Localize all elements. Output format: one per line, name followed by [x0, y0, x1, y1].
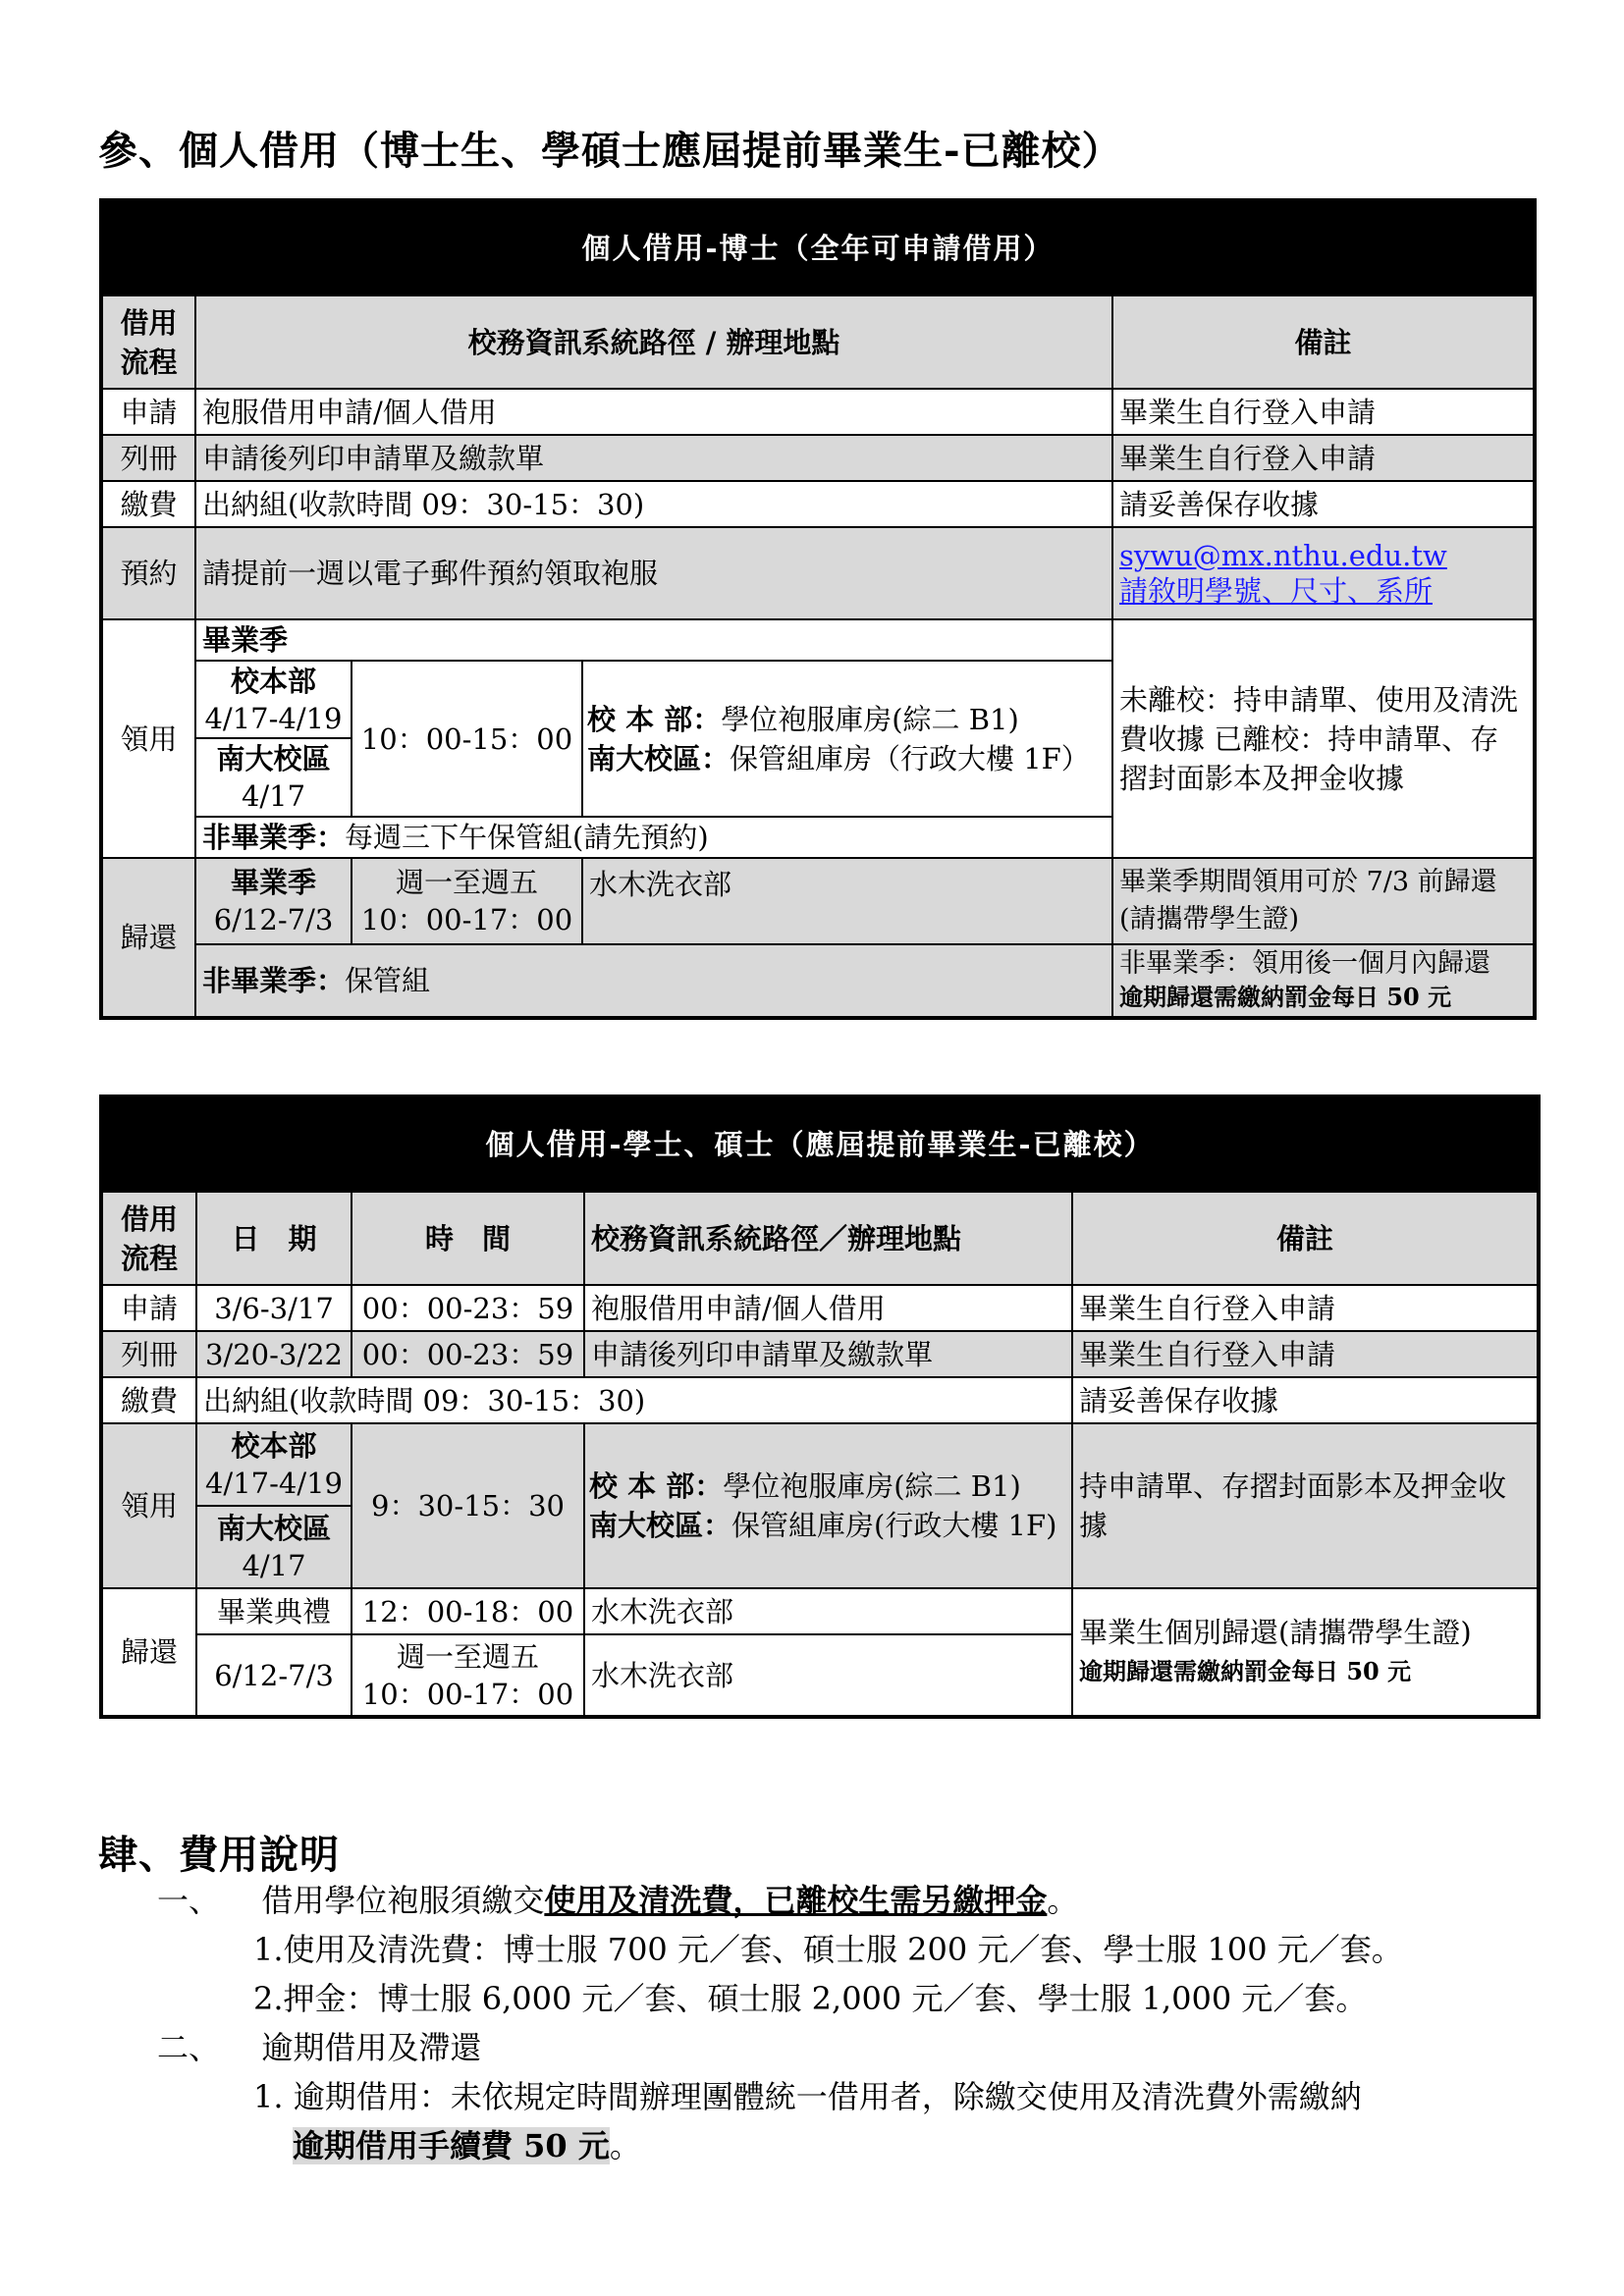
bm-return-ceremony: 畢業典禮 — [196, 1588, 352, 1634]
step-print: 列冊 — [101, 435, 195, 481]
reserve-note — [1112, 527, 1535, 619]
bm-header-date: 日 期 — [196, 1192, 352, 1285]
step-pickup: 領用 — [101, 619, 195, 858]
step-apply: 申請 — [101, 389, 195, 435]
step-return: 歸還 — [101, 858, 195, 1018]
bm-pickup-main-campus: 校本部 4/17-4/19 — [196, 1423, 352, 1506]
bm-header-flow: 借用流程 — [101, 1192, 196, 1285]
return-season: 畢業季 6/12-7/3 — [195, 858, 352, 944]
bm-pickup-south-campus: 南大校區 4/17 — [196, 1506, 352, 1588]
pickup-main-campus: 校本部 4/17-4/19 — [195, 661, 352, 738]
reserve-email-link[interactable]: sywu@mx.nthu.edu.tw — [1119, 539, 1447, 572]
bm-header-time: 時 間 — [352, 1192, 584, 1285]
bm-apply-note: 畢業生自行登入申請 — [1072, 1285, 1539, 1331]
phd-borrowing-table — [99, 198, 1537, 1020]
return-time: 週一至週五 10：00-17：00 — [352, 858, 582, 944]
fee-item-1-deposit: 2.押金：博士服 6,000 元／套、碩士服 2,000 元／套、學士服 1,000 元／套。 — [253, 1980, 1368, 2017]
fee-item-1-usage: 1.使用及清洗費：博士服 700 元／套、碩士服 200 元／套、學士服 100 元／套。 — [253, 1931, 1403, 1968]
pickup-locations: 校 本 部：學位袍服庫房(綜二 B1) 南大校區：保管組庫房（行政大樓 1F） — [582, 661, 1112, 817]
bm-apply-time: 00：00-23：59 — [352, 1285, 584, 1331]
return-off-season: 非畢業季：保管組 — [195, 944, 1112, 1018]
bm-step-pay: 繳費 — [101, 1377, 196, 1423]
fee-item-2-late-fee: 逾期借用手續費 50 元。 — [293, 2127, 641, 2164]
step-reserve: 預約 — [101, 527, 195, 619]
header-note: 備註 — [1112, 295, 1535, 389]
apply-path: 袍服借用申請/個人借用 — [195, 389, 1112, 435]
step-pay: 繳費 — [101, 481, 195, 527]
header-path: 校務資訊系統路徑 / 辦理地點 — [195, 295, 1112, 389]
bm-pickup-note: 持申請單、存摺封面影本及押金收據 — [1072, 1423, 1539, 1588]
fee-item-1: 一、 借用學位袍服須繳交使用及清洗費，已離校生需另繳押金。 — [157, 1882, 1079, 1919]
bm-table-title: 個人借用-學士、碩士（應屆提前畢業生-已離校） — [101, 1096, 1539, 1192]
fee-item-2: 二、 逾期借用及滯還 — [157, 2029, 482, 2066]
bm-pay-note: 請妥善保存收據 — [1072, 1377, 1539, 1423]
bm-print-time: 00：00-23：59 — [352, 1331, 584, 1377]
bm-return-ceremony-time: 12：00-18：00 — [352, 1588, 584, 1634]
section-4-heading: 肆、費用說明 — [98, 1832, 340, 1878]
reserve-path: 請提前一週以電子郵件預約領取袍服 — [195, 527, 1112, 619]
bm-print-note: 畢業生自行登入申請 — [1072, 1331, 1539, 1377]
bm-pickup-time: 9：30-15：30 — [352, 1423, 584, 1588]
return-note-off: 非畢業季：領用後一個月內歸還 逾期歸還需繳納罰金每日 50 元 — [1112, 944, 1535, 1018]
pickup-south-campus: 南大校區 4/17 — [195, 738, 352, 817]
bm-return-ceremony-place: 水木洗衣部 — [584, 1588, 1072, 1634]
bm-header-path: 校務資訊系統路徑／辦理地點 — [584, 1192, 1072, 1285]
pickup-time: 10：00-15：00 — [352, 661, 582, 817]
bm-print-path: 申請後列印申請單及繳款單 — [584, 1331, 1072, 1377]
return-place: 水木洗衣部 — [582, 858, 1112, 944]
reserve-instruction-link[interactable]: 請敘明學號、尺寸、系所 — [1119, 574, 1434, 608]
bm-return-place: 水木洗衣部 — [584, 1634, 1072, 1717]
pay-note: 請妥善保存收據 — [1112, 481, 1535, 527]
bm-pickup-locations: 校 本 部：學位袍服庫房(綜二 B1) 南大校區：保管組庫房(行政大樓 1F) — [584, 1423, 1072, 1588]
print-note: 畢業生自行登入申請 — [1112, 435, 1535, 481]
bm-pay-path: 出納組(收款時間 09：30-15：30) — [196, 1377, 1072, 1423]
phd-table-title: 個人借用-博士（全年可申請借用） — [101, 200, 1535, 295]
section-3-heading: 參、個人借用（博士生、學碩士應屆提前畢業生-已離校） — [98, 128, 1122, 174]
bm-borrowing-table — [99, 1095, 1541, 1719]
pay-path: 出納組(收款時間 09：30-15：30) — [195, 481, 1112, 527]
bm-step-print: 列冊 — [101, 1331, 196, 1377]
bm-apply-date: 3/6-3/17 — [196, 1285, 352, 1331]
pickup-season-label: 畢業季 — [195, 619, 1112, 661]
header-flow: 借用流程 — [101, 295, 195, 389]
pickup-note: 未離校：持申請單、使用及清洗費收據 已離校：持申請單、存摺封面影本及押金收據 — [1112, 619, 1535, 858]
bm-step-pickup: 領用 — [101, 1423, 196, 1588]
bm-return-time: 週一至週五 10：00-17：00 — [352, 1634, 584, 1717]
bm-step-return: 歸還 — [101, 1588, 196, 1717]
print-path: 申請後列印申請單及繳款單 — [195, 435, 1112, 481]
pickup-off-season: 非畢業季：每週三下午保管組(請先預約) — [195, 817, 1112, 858]
apply-note: 畢業生自行登入申請 — [1112, 389, 1535, 435]
bm-header-note: 備註 — [1072, 1192, 1539, 1285]
return-note-season: 畢業季期間領用可於 7/3 前歸還(請攜帶學生證) — [1112, 858, 1535, 944]
bm-apply-path: 袍服借用申請/個人借用 — [584, 1285, 1072, 1331]
bm-return-note: 畢業生個別歸還(請攜帶學生證) 逾期歸還需繳納罰金每日 50 元 — [1072, 1588, 1539, 1717]
bm-step-apply: 申請 — [101, 1285, 196, 1331]
bm-print-date: 3/20-3/22 — [196, 1331, 352, 1377]
bm-return-dates: 6/12-7/3 — [196, 1634, 352, 1717]
fee-item-2-late: 1. 逾期借用：未依規定時間辦理團體統一借用者，除繳交使用及清洗費外需繳納 — [253, 2078, 1362, 2115]
